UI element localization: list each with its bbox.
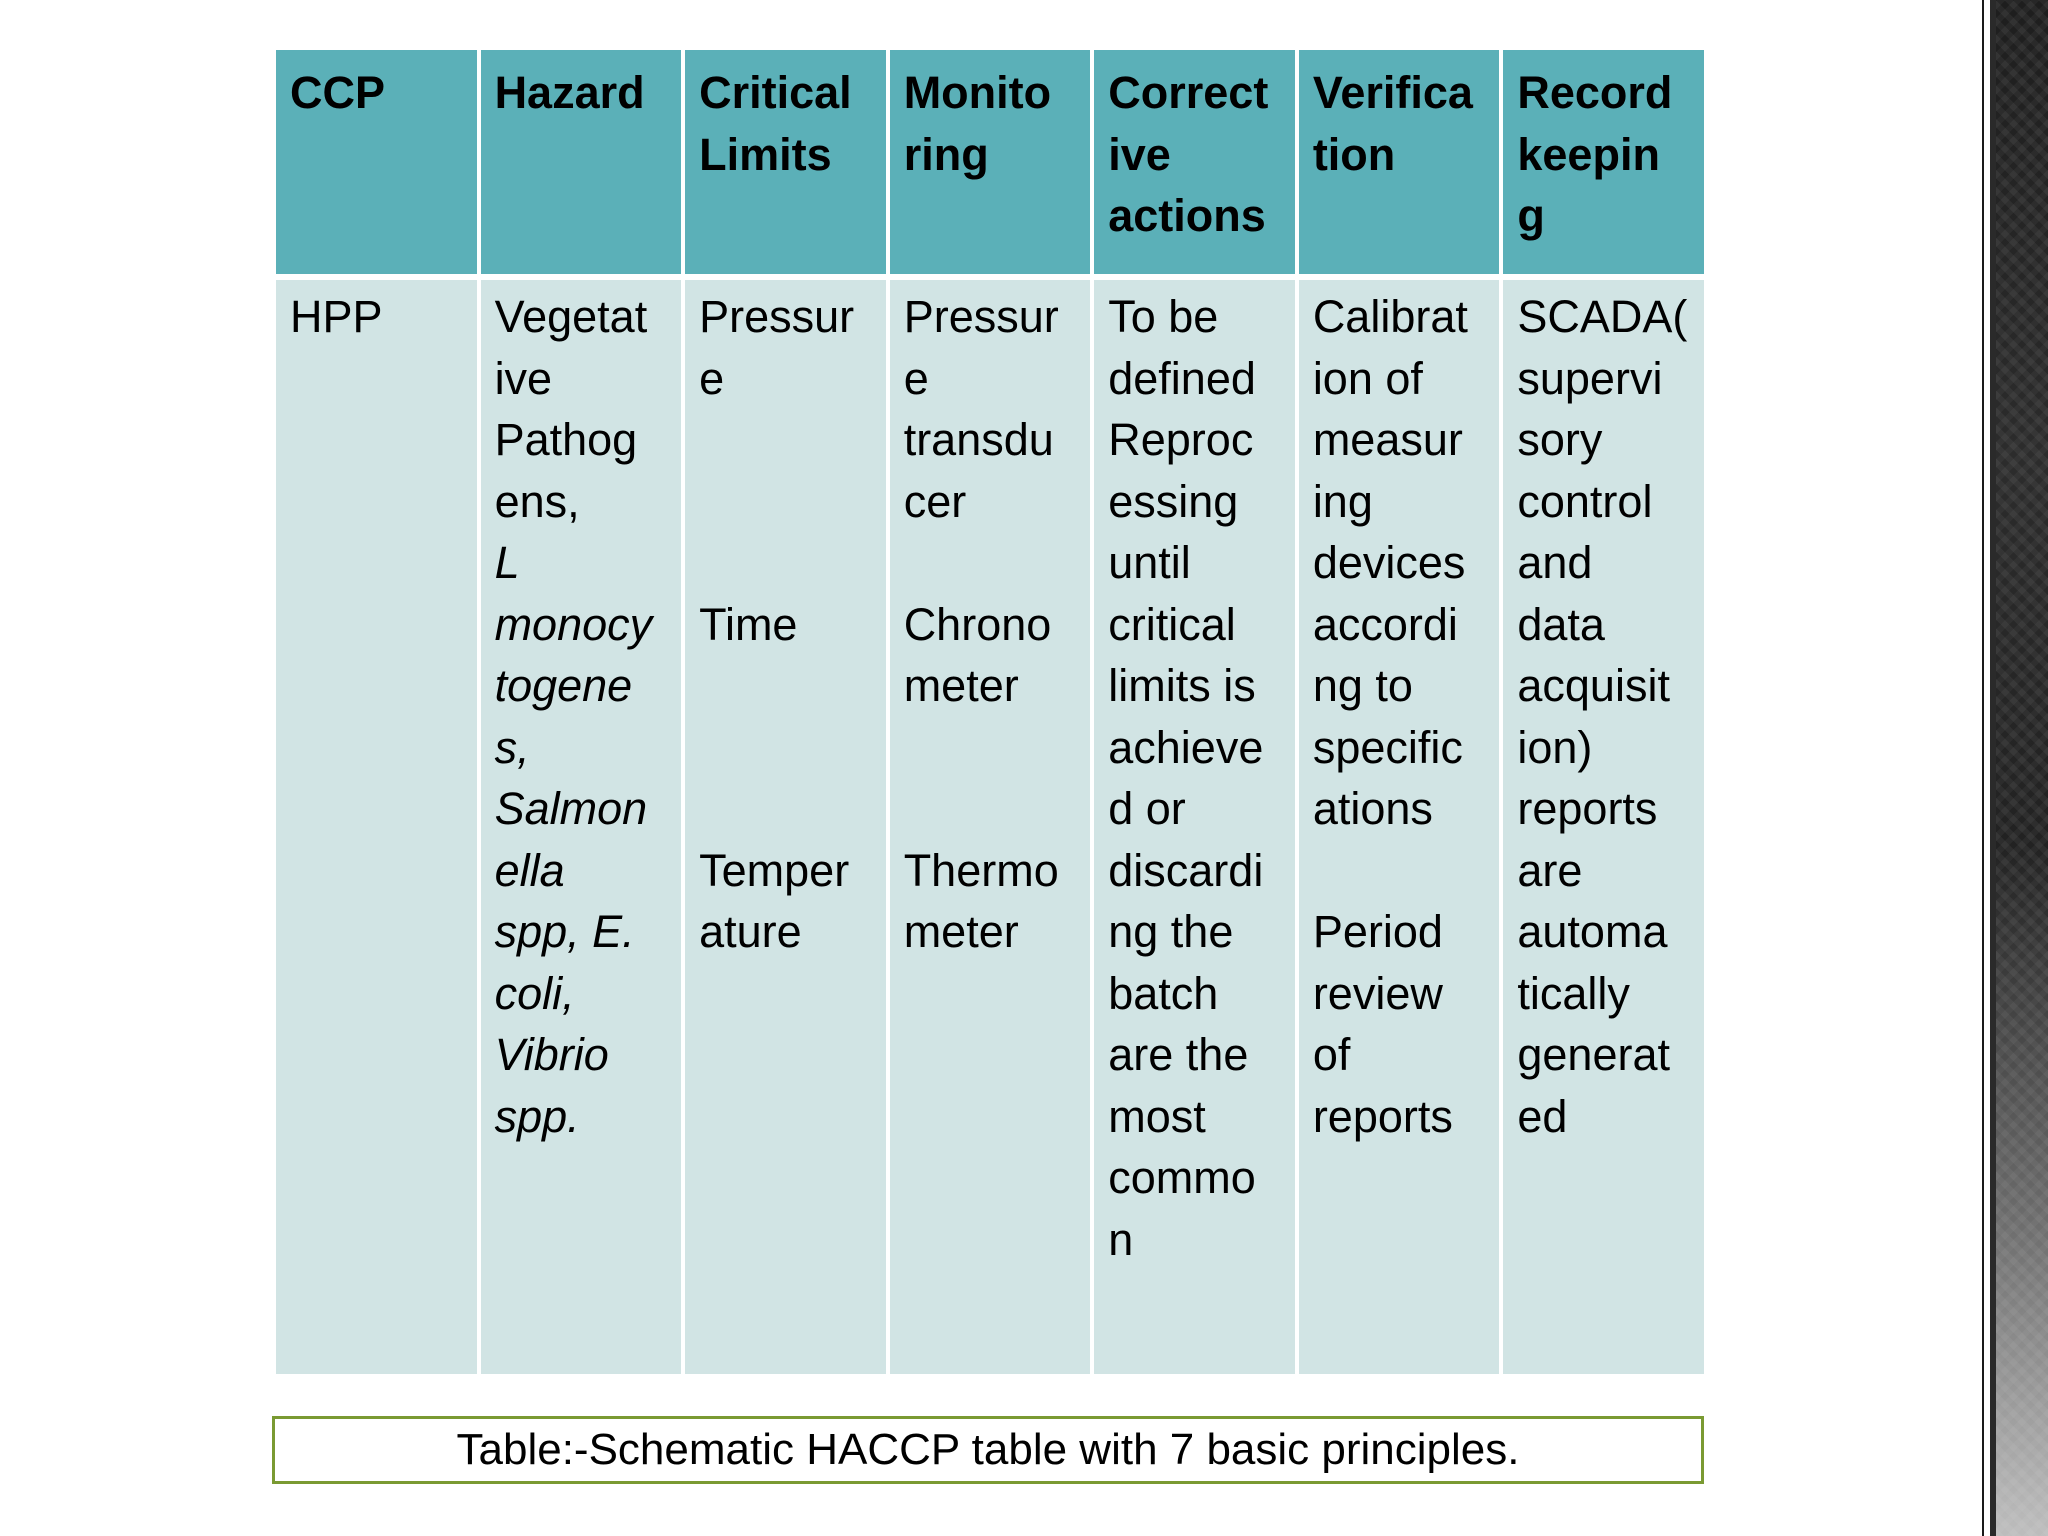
organism-text: spp, E.: [494, 906, 635, 957]
organism-text: Vibrio: [494, 1029, 609, 1080]
cell-text: Time: [699, 598, 798, 650]
spacer: [699, 409, 872, 471]
cell-text: ing: [1312, 475, 1373, 527]
cell-text: d or: [1108, 783, 1186, 834]
cell-text: acquisit: [1517, 660, 1670, 711]
cell-text: e: [903, 352, 929, 404]
header-text: Monito: [903, 67, 1052, 118]
cell-text: generat: [1517, 1029, 1670, 1080]
cell-text: specific: [1312, 721, 1463, 773]
header-record-keeping: [1503, 50, 1704, 280]
header-hazard: [481, 50, 682, 280]
cell-text: Reproc: [1108, 414, 1254, 465]
cell-text: ens,: [494, 475, 580, 527]
spacer: [904, 717, 1077, 779]
organism-text: ella: [494, 844, 565, 896]
cell-text: are the: [1108, 1029, 1249, 1080]
cell-text: e: [699, 352, 725, 404]
cell-text: essing: [1108, 475, 1239, 527]
cell-text: SCADA(: [1517, 291, 1688, 342]
cell-text: meter: [903, 660, 1019, 711]
cell-record-keeping: [1503, 280, 1704, 1374]
cell-text: ations: [1312, 783, 1433, 834]
header-text: tion: [1312, 128, 1396, 180]
cell-text: supervi: [1517, 352, 1663, 404]
cell-text: and: [1517, 537, 1593, 588]
cell-text: ng to: [1312, 660, 1413, 711]
table-row: [276, 280, 1704, 1374]
cell-text: batch: [1108, 967, 1219, 1019]
header-text: Hazard: [494, 67, 645, 118]
cell-corrective-actions: [1094, 280, 1295, 1374]
cell-text: n: [1108, 1213, 1134, 1265]
cell-text: Period: [1312, 906, 1443, 957]
cell-text: measur: [1312, 414, 1463, 465]
spacer: [904, 532, 1077, 594]
cell-text: reports: [1312, 1090, 1453, 1142]
organism-text: L: [494, 537, 520, 588]
header-text: Verifica: [1312, 67, 1473, 118]
header-monitoring: [890, 50, 1091, 280]
cell-text: Pressur: [699, 291, 855, 342]
cell-text: reports: [1517, 783, 1658, 834]
cell-text: ature: [699, 906, 802, 957]
header-critical-limits: [685, 50, 886, 280]
organism-text: togene: [494, 660, 633, 711]
header-row: [276, 50, 1704, 280]
header-ccp: [276, 50, 477, 280]
header-text: actions: [1108, 190, 1266, 241]
cell-text: Temper: [699, 844, 850, 896]
cell-text: of: [1312, 1029, 1351, 1080]
cell-text: automa: [1517, 906, 1668, 957]
header-verification: [1299, 50, 1500, 280]
cell-hazard: [481, 280, 682, 1374]
spacer: [699, 717, 872, 779]
cell-text: sory: [1517, 414, 1603, 465]
header-text: keepin: [1517, 128, 1660, 180]
haccp-table: [272, 50, 1708, 1374]
edge-texture: [1996, 0, 2048, 1536]
cell-text: devices: [1312, 537, 1466, 588]
cell-text: meter: [903, 906, 1019, 957]
cell-text: cer: [903, 475, 967, 527]
cell-text: control: [1517, 475, 1653, 527]
header-text: ive: [1108, 128, 1171, 180]
cell-text: critical: [1108, 598, 1236, 650]
cell-text: review: [1312, 967, 1443, 1019]
cell-text: ive: [494, 352, 553, 404]
cell-text: are: [1517, 844, 1583, 896]
cell-text: Chrono: [903, 598, 1052, 650]
cell-text: defined: [1108, 352, 1256, 404]
header-text: g: [1517, 190, 1545, 241]
header-text: Record: [1517, 67, 1673, 118]
organism-text: Salmon: [494, 783, 648, 834]
cell-text: Calibrat: [1312, 291, 1468, 342]
header-corrective-actions: [1094, 50, 1295, 280]
organism-text: monocy: [494, 598, 653, 650]
cell-text: tically: [1517, 967, 1630, 1019]
cell-text: Thermo: [903, 844, 1059, 896]
caption-text: Table:-Schematic HACCP table with 7 basic principles.: [456, 1425, 1520, 1474]
header-text: Correct: [1108, 67, 1269, 118]
cell-text: Pressur: [903, 291, 1059, 342]
cell-critical-limits: [685, 280, 886, 1374]
cell-text: Vegetat: [494, 291, 648, 342]
cell-monitoring: [890, 280, 1091, 1374]
header-text: Critical: [699, 67, 852, 118]
cell-text: To be: [1108, 291, 1219, 342]
cell-text: ion): [1517, 721, 1593, 773]
cell-text: most: [1108, 1090, 1206, 1142]
table-caption: [272, 1416, 1704, 1484]
spacer: [699, 778, 872, 840]
cell-text: achieve: [1108, 721, 1264, 773]
cell-text: ed: [1517, 1090, 1568, 1142]
cell-text: until: [1108, 537, 1191, 588]
organism-text: s,: [494, 721, 530, 773]
cell-text: accordi: [1312, 598, 1458, 650]
header-text: ring: [903, 128, 989, 180]
cell-text: ion of: [1312, 352, 1423, 404]
spacer: [1313, 840, 1486, 902]
cell-text: transdu: [903, 414, 1054, 465]
cell-text: data: [1517, 598, 1605, 650]
organism-text: spp.: [494, 1090, 580, 1142]
cell-text: HPP: [290, 291, 383, 342]
spacer: [699, 471, 872, 533]
header-text: CCP: [290, 67, 386, 118]
spacer: [699, 655, 872, 717]
cell-text: ng the: [1108, 906, 1234, 957]
cell-text: Pathog: [494, 414, 638, 465]
cell-text: discardi: [1108, 844, 1264, 896]
spacer: [699, 532, 872, 594]
header-text: Limits: [699, 128, 832, 180]
cell-verification: [1299, 280, 1500, 1374]
cell-text: commo: [1108, 1152, 1256, 1203]
organism-text: coli,: [494, 967, 575, 1019]
spacer: [904, 778, 1077, 840]
cell-ccp: [276, 280, 477, 1374]
cell-text: limits is: [1108, 660, 1256, 711]
